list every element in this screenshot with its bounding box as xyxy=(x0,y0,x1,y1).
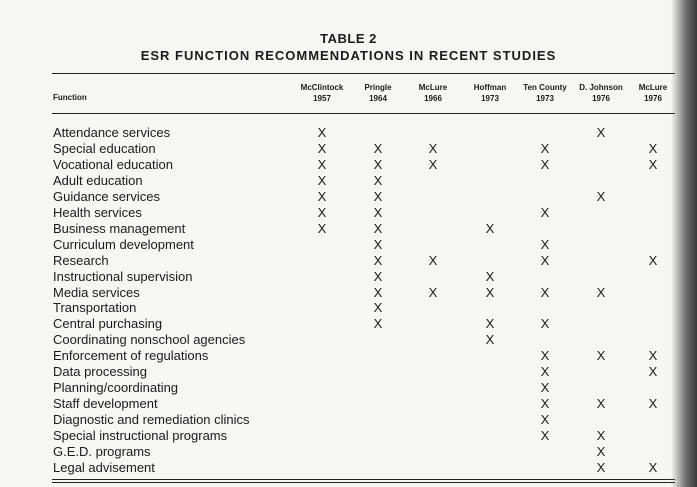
recommendation-mark: X xyxy=(648,140,658,156)
column-header xyxy=(401,82,465,104)
recommendation-mark: X xyxy=(540,412,550,428)
recommendation-mark: X xyxy=(648,348,658,364)
recommendation-mark: X xyxy=(648,459,658,475)
row-label: Data processing xyxy=(53,364,147,380)
recommendation-mark: X xyxy=(485,284,495,300)
recommendation-mark: X xyxy=(428,156,438,172)
recommendation-mark: X xyxy=(596,459,606,475)
recommendation-mark: X xyxy=(648,364,658,380)
recommendation-mark: X xyxy=(596,428,606,444)
column-header-name: Ten County xyxy=(523,83,567,92)
recommendation-mark: X xyxy=(540,380,550,396)
rule-top xyxy=(52,73,675,74)
recommendation-mark: X xyxy=(648,252,658,268)
recommendation-mark: X xyxy=(317,156,327,172)
column-header-year: 1966 xyxy=(424,94,442,103)
recommendation-mark: X xyxy=(373,188,383,204)
column-header-name: Hoffman xyxy=(473,83,507,92)
column-header-name: McLure xyxy=(638,83,668,92)
recommendation-mark: X xyxy=(485,220,495,236)
function-header: Function xyxy=(53,93,87,102)
recommendation-mark: X xyxy=(540,284,550,300)
recommendation-mark: X xyxy=(540,204,550,220)
recommendation-mark: X xyxy=(485,268,495,284)
column-header-year: 1976 xyxy=(644,94,662,103)
row-label: Transportation xyxy=(53,300,137,316)
recommendation-mark: X xyxy=(596,444,606,459)
recommendation-mark: X xyxy=(540,236,550,252)
recommendation-mark: X xyxy=(317,172,327,188)
recommendation-mark: X xyxy=(317,220,327,236)
row-label: Special education xyxy=(53,140,156,156)
rule-bottom-thin xyxy=(52,482,675,483)
recommendation-mark: X xyxy=(485,332,495,348)
row-label: Guidance services xyxy=(53,188,160,204)
row-label: Planning/coordinating xyxy=(53,380,179,396)
recommendation-mark: X xyxy=(540,396,550,412)
row-label: Attendance services xyxy=(53,125,171,140)
recommendation-mark: X xyxy=(428,252,438,268)
recommendation-mark: X xyxy=(373,204,383,220)
recommendation-mark: X xyxy=(373,156,383,172)
column-header-name: D. Johnson xyxy=(579,83,623,92)
recommendation-mark: X xyxy=(648,396,658,412)
recommendation-mark: X xyxy=(373,316,383,332)
recommendation-mark: X xyxy=(317,188,327,204)
rule-bottom xyxy=(52,479,675,480)
recommendation-mark: X xyxy=(373,252,383,268)
recommendation-mark: X xyxy=(596,125,606,140)
column-header xyxy=(290,82,354,104)
column-header-year: 1976 xyxy=(592,94,610,103)
row-label: Diagnostic and remediation clinics xyxy=(53,412,250,428)
row-label: Curriculum development xyxy=(53,236,194,252)
recommendation-mark: X xyxy=(540,316,550,332)
recommendation-mark: X xyxy=(317,204,327,220)
recommendation-mark: X xyxy=(317,140,327,156)
recommendation-mark: X xyxy=(317,125,327,140)
rule-header xyxy=(52,113,675,114)
row-label: Business management xyxy=(53,220,186,236)
row-label: Adult education xyxy=(53,172,143,188)
column-header-year: 1957 xyxy=(313,94,331,103)
page-edge-shadow xyxy=(671,0,697,487)
recommendation-mark: X xyxy=(596,284,606,300)
recommendation-mark: X xyxy=(596,396,606,412)
recommendation-mark: X xyxy=(648,156,658,172)
recommendation-mark: X xyxy=(373,220,383,236)
column-header-year: 1964 xyxy=(369,94,387,103)
recommendation-mark: X xyxy=(373,300,383,316)
column-header-name: Pringle xyxy=(364,83,392,92)
row-label: Coordinating nonschool agencies xyxy=(53,332,246,348)
recommendation-mark: X xyxy=(596,348,606,364)
table-number: TABLE 2 xyxy=(320,31,377,46)
recommendation-mark: X xyxy=(428,284,438,300)
recommendation-mark: X xyxy=(596,188,606,204)
row-label: Central purchasing xyxy=(53,316,163,332)
row-label: G.E.D. programs xyxy=(53,444,151,459)
recommendation-mark: X xyxy=(540,364,550,380)
column-header-name: McClintock xyxy=(300,83,344,92)
recommendation-mark: X xyxy=(373,172,383,188)
column-header-year: 1973 xyxy=(481,94,499,103)
row-label: Health services xyxy=(53,204,142,220)
column-header-name: McLure xyxy=(418,83,448,92)
recommendation-mark: X xyxy=(540,252,550,268)
row-label: Legal advisement xyxy=(53,459,155,475)
recommendation-mark: X xyxy=(428,140,438,156)
recommendation-mark: X xyxy=(373,284,383,300)
row-label: Vocational education xyxy=(53,156,173,172)
recommendation-mark: X xyxy=(540,348,550,364)
recommendation-mark: X xyxy=(373,268,383,284)
recommendation-mark: X xyxy=(540,140,550,156)
column-header-year: 1973 xyxy=(536,94,554,103)
recommendation-mark: X xyxy=(373,140,383,156)
recommendation-mark: X xyxy=(373,236,383,252)
column-header xyxy=(513,82,577,104)
table-title: ESR FUNCTION RECOMMENDATIONS IN RECENT STUDIES xyxy=(140,48,557,63)
row-label: Research xyxy=(53,252,109,268)
row-label: Instructional supervision xyxy=(53,268,193,284)
recommendation-mark: X xyxy=(485,316,495,332)
recommendation-mark: X xyxy=(540,156,550,172)
row-label: Special instructional programs xyxy=(53,428,228,444)
row-label: Enforcement of regulations xyxy=(53,348,209,364)
row-label: Staff development xyxy=(53,396,158,412)
recommendation-mark: X xyxy=(540,428,550,444)
row-label: Media services xyxy=(53,284,140,300)
